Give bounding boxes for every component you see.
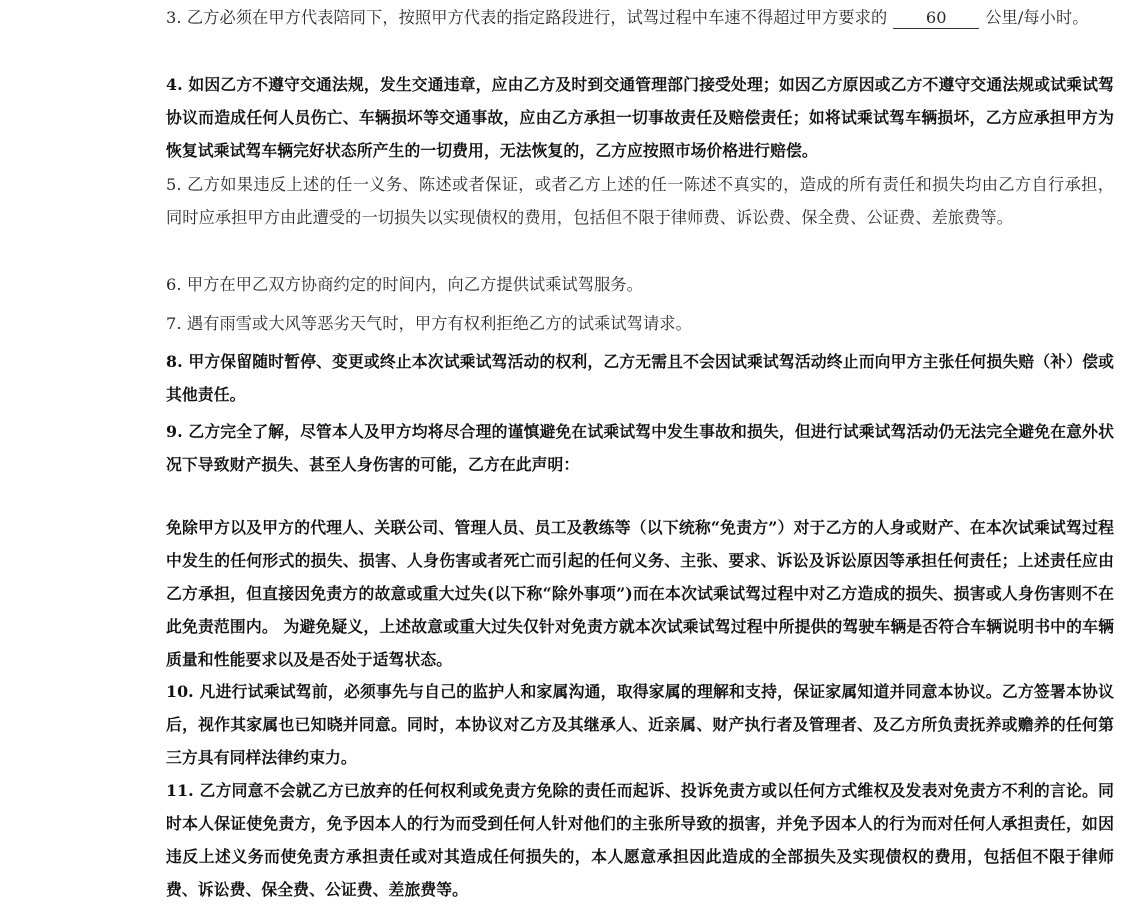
clause-9-waiver: 免除甲方以及甲方的代理人、关联公司、管理人员、员工及教练等（以下统称“免责方”）对于乙方的人身或财产、在本次试乘试驾过程中发生的任何形式的损失、损害、人身伤害或者死亡而引起的任何义务、主张、要求、诉讼及诉讼原因等承担任何责任；上述责任应由乙方承担，但直接因免责方的故意或重大过失(以下称“除外事项”)而在本次试乘试驾过程中对乙方造成的损失、损害或人身伤害则不在此免责范围内。 为避免疑义，上述故意或重大过失仅针对免责方就本次试乘试驾过程中所提供的驾驶车辆是否符合车辆说明书中的车辆质量和性能要求以及是否处于适驾状态。 — [166, 518, 1114, 669]
clause-3-unit: 公里/每小时。 — [985, 8, 1089, 27]
speed-limit-value: 60 — [893, 8, 979, 29]
clause-9: 9. 乙方完全了解，尽管本人及甲方均将尽合理的谨慎避免在试乘试驾中发生事故和损失，但进行试乘试驾活动仍无法完全避免在意外状况下导致财产损失、甚至人身伤害的可能，乙方在此声明： — [166, 422, 1114, 474]
clause-10: 10. 凡进行试乘试驾前，必须事先与自己的监护人和家属沟通，取得家属的理解和支持，保证家属知道并同意本协议。乙方签署本协议后，视作其家属也已知晓并同意。同时，本协议对乙方及其继承人、近亲属、财产执行者及管理者、及乙方所负责抚养或赡养的任何第三方具有同样法律约束力。 — [166, 682, 1114, 767]
clause-5: 5. 乙方如果违反上述的任一义务、陈述或者保证，或者乙方上述的任一陈述不真实的，造成的所有责任和损失均由乙方自行承担，同时应承担甲方由此遭受的一切损失以实现债权的费用，包括但不限于律师费、诉讼费、保全费、公证费、差旅费等。 — [166, 175, 1114, 227]
clause-6: 6. 甲方在甲乙双方协商约定的时间内，向乙方提供试乘试驾服务。 — [166, 275, 643, 294]
clause-3 — [130, 1, 1114, 34]
clause-3-text: 3. 乙方必须在甲方代表陪同下，按照甲方代表的指定路段进行，试驾过程中车速不得超过甲方要求的 — [166, 8, 888, 27]
clause-8: 8. 甲方保留随时暂停、变更或终止本次试乘试驾活动的权利，乙方无需且不会因试乘试驾活动终止而向甲方主张任何损失赔（补）偿或其他责任。 — [166, 352, 1114, 404]
clause-4: 4. 如因乙方不遵守交通法规，发生交通违章，应由乙方及时到交通管理部门接受处理；如因乙方原因或乙方不遵守交通法规或试乘试驾协议而造成任何人员伤亡、车辆损坏等交通事故，应由乙方承担一切事故责任及赔偿责任；如将试乘试驾车辆损坏，乙方应承担甲方为恢复试乘试驾车辆完好状态所产生的一切费用，无法恢复的，乙方应按照市场价格进行赔偿。 — [166, 75, 1114, 160]
clause-7: 7. 遇有雨雪或大风等恶劣天气时，甲方有权利拒绝乙方的试乘试驾请求。 — [166, 314, 692, 333]
clause-11: 11. 乙方同意不会就乙方已放弃的任何权利或免责方免除的责任而起诉、投诉免责方或以任何方式维权及发表对免责方不利的言论。同时本人保证使免责方，免予因本人的行为而受到任何人针对他们的主张所导致的损害，并免予因本人的行为而对任何人承担责任，如因违反上述义务而使免责方承担责任或对其造成任何损失的，本人愿意承担因此造成的全部损失及实现债权的费用，包括但不限于律师费、诉讼费、保全费、公证费、差旅费等。 — [166, 781, 1114, 899]
